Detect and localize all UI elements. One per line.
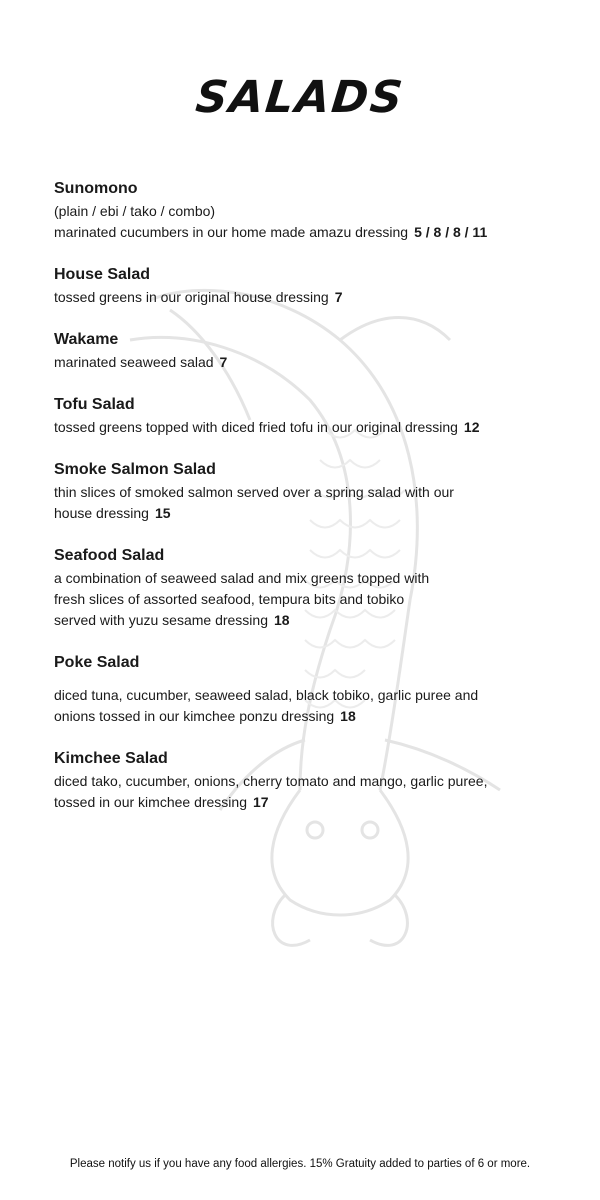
menu-item [54,179,574,243]
menu-item [54,460,574,524]
menu-item-description: thin slices of smoked salmon served over a spring salad with our [54,484,454,500]
menu-item-description: a combination of seaweed salad and mix greens topped with [54,570,430,586]
menu-item [54,546,574,631]
menu-item-description: tossed greens in our original house dressing 7 [54,289,343,305]
menu-item-description: marinated seaweed salad 7 [54,354,228,370]
menu-item-description: tossed in our kimchee dressing 17 [54,794,269,810]
menu-item-price: 18 [274,612,290,628]
menu-item-name: Sunomono [54,180,138,197]
menu-item-price: 7 [219,354,228,370]
menu-item-price: 17 [253,794,269,810]
menu-item-name: Poke Salad [54,654,140,671]
menu-item-description: house dressing 15 [54,505,171,521]
menu-item-description: diced tako, cucumber, onions, cherry tomato and mango, garlic puree, [54,773,488,789]
menu-item-name: House Salad [54,266,151,283]
menu-list [54,179,574,835]
menu-item-name: Smoke Salmon Salad [54,461,216,478]
menu-item-description: onions tossed in our kimchee ponzu dressing 18 [54,708,356,724]
menu-item-price: 12 [463,419,480,435]
menu-item-name: Tofu Salad [54,396,135,413]
menu-item [54,749,574,813]
menu-item [54,653,574,727]
menu-item [54,395,574,438]
menu-item-price: 15 [154,505,171,521]
page-title: SALADS [193,72,407,123]
menu-item-description: marinated cucumbers in our home made amazu dressing 5 / 8 / 8 / 11 [54,224,488,240]
menu-item-price: 7 [334,289,343,305]
menu-item [54,265,574,308]
footer-note: Please notify us if you have any food allergies. 15% Gratuity added to parties of 6 or more. [69,1158,531,1170]
menu-item-name: Kimchee Salad [54,750,168,767]
menu-item-description: (plain / ebi / tako / combo) [54,203,216,219]
menu-item-price: 18 [340,708,356,724]
menu-item-price: 5 / 8 / 8 / 11 [414,224,488,240]
menu-item [54,330,574,373]
menu-item-description: fresh slices of assorted seafood, tempura bits and tobiko [54,591,405,607]
menu-item-description: served with yuzu sesame dressing 18 [54,612,290,628]
menu-item-name: Seafood Salad [54,547,165,564]
menu-item-description: diced tuna, cucumber, seaweed salad, black tobiko, garlic puree and [54,687,479,703]
menu-item-name: Wakame [54,331,119,348]
menu-item-description: tossed greens topped with diced fried tofu in our original dressing 12 [54,419,480,435]
